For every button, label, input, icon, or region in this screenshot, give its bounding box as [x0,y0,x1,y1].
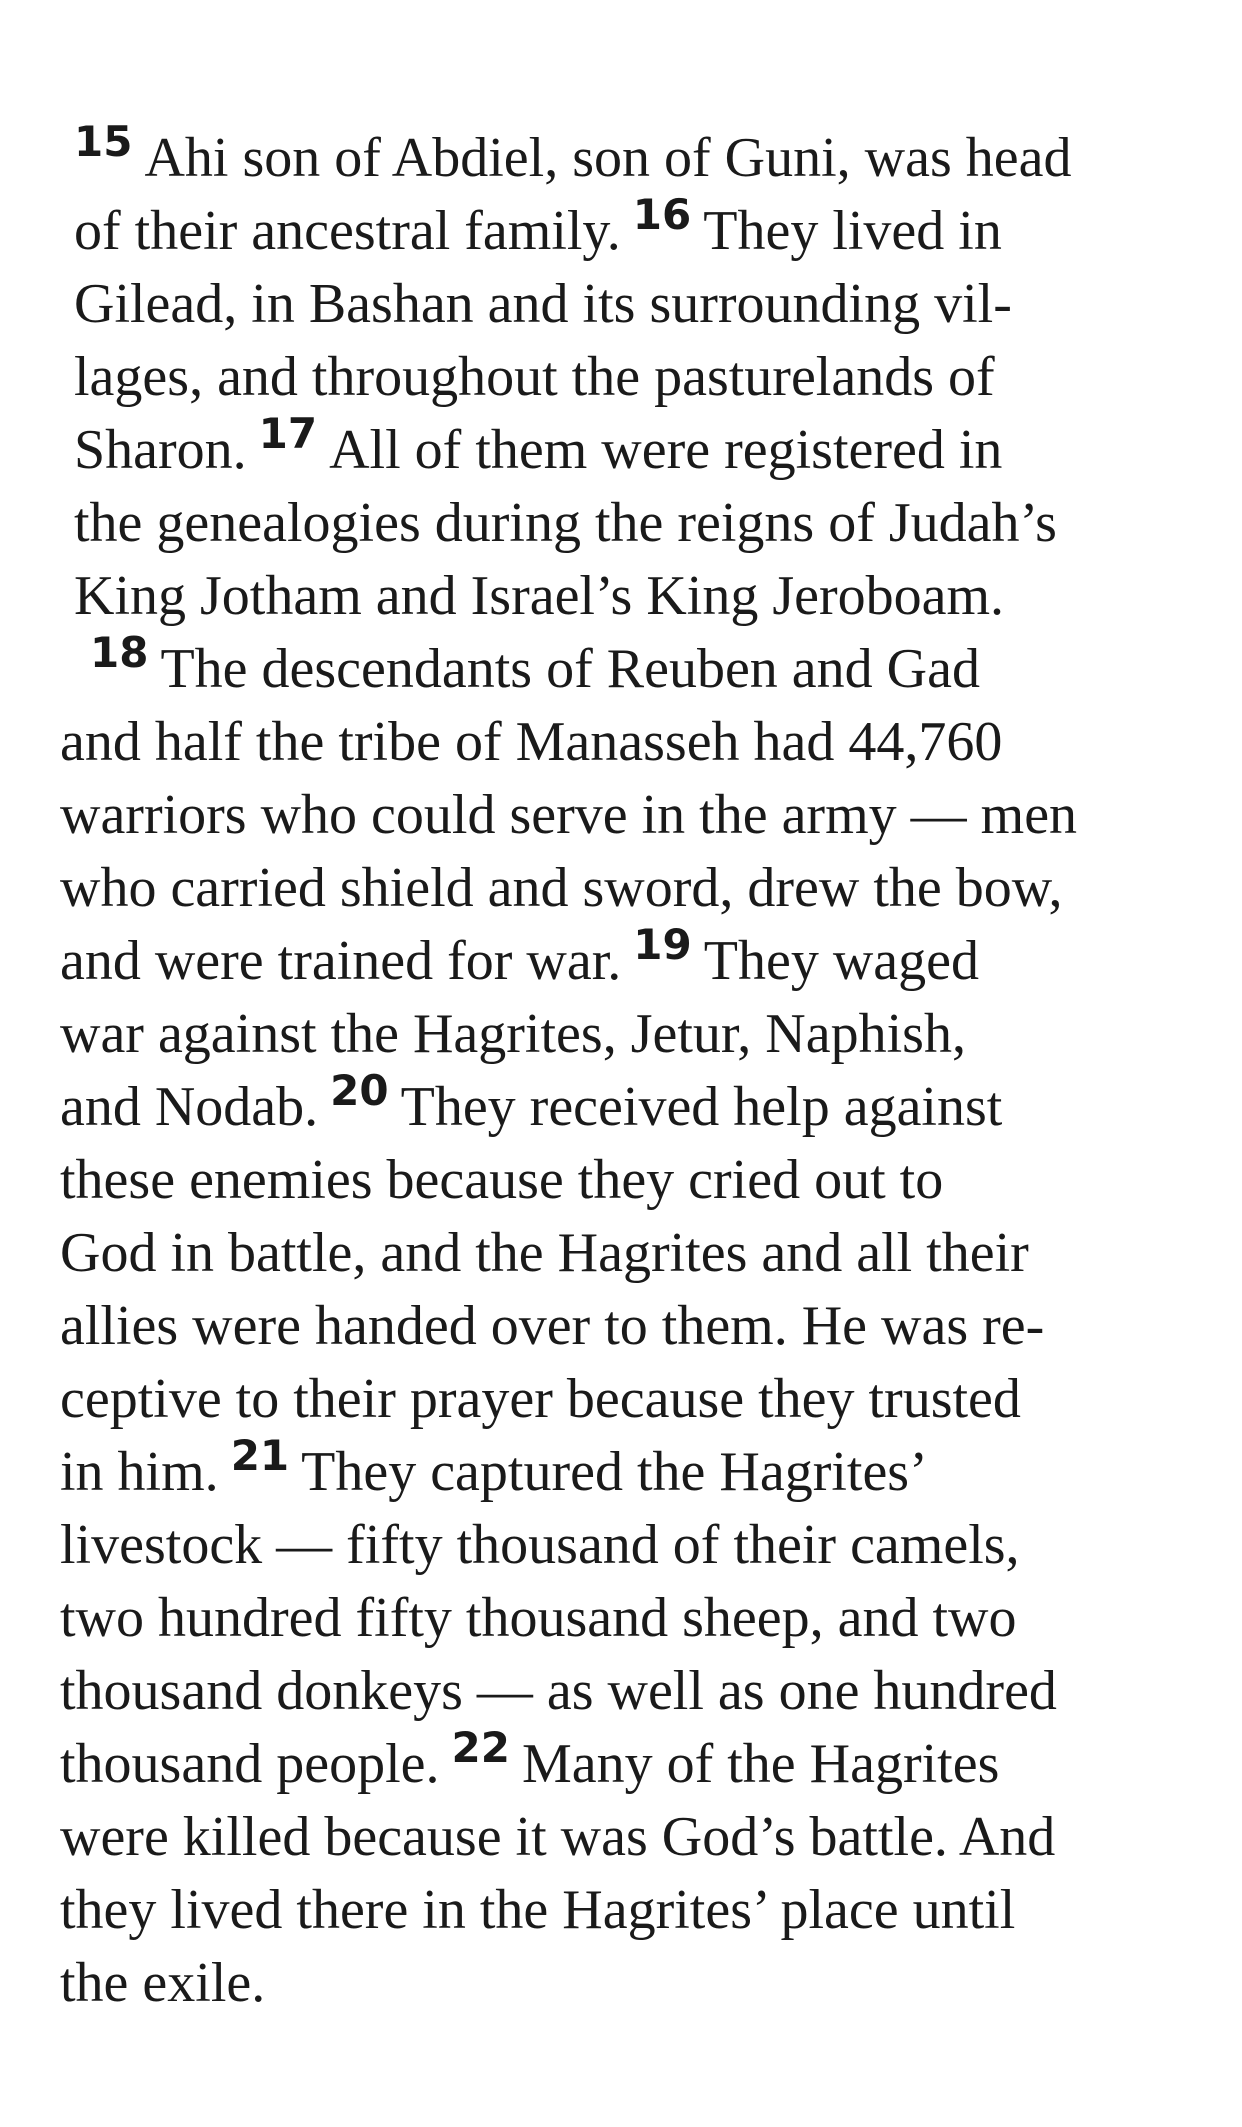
verse-text: allies were handed over to them. He was re- [60,1295,1045,1357]
verse-number: 19 [633,920,692,969]
text-line [60,998,966,1070]
text-line [60,779,1077,851]
verse-text: They waged [703,930,979,992]
text-line [90,628,980,709]
verse-text: in him. [60,1441,219,1503]
text-line [74,341,995,413]
text-line [60,1144,943,1216]
verse-number: 22 [451,1723,510,1772]
text-line [74,190,1002,271]
verse-text: these enemies because they cried out to [60,1149,944,1211]
verse-number: 17 [258,409,318,458]
verse-text: war against the Hagrites, Jetur, Naphish, [60,1003,966,1065]
text-line [60,1290,1044,1362]
verse-number: 15 [74,117,133,166]
verse-text: and Nodab. [60,1076,319,1138]
verse-text: they lived there in the Hagrites’ place until [60,1879,1016,1941]
text-line [60,1874,1015,1946]
verse-text: All of them were registered in [329,419,1003,481]
verse-text: ceptive to their prayer because they trusted [60,1368,1021,1430]
verse-text: and were trained for war. [60,930,622,992]
verse-text: Sharon. [74,419,247,481]
text-line [60,852,1063,924]
verse-text: thousand people. [60,1733,440,1795]
text-line [74,268,1012,340]
verse-text: Many of the Hagrites [521,1733,1000,1795]
text-line [60,1801,1055,1873]
text-line [60,1217,1029,1289]
text-line [60,920,979,1001]
verse-text: Ahi son of Abdiel, son of Guni, was head [144,127,1072,189]
text-line [74,560,1004,632]
verse-text: the genealogies during the reigns of Judah’s [74,492,1057,554]
text-line [60,1066,1003,1147]
verse-text: were killed because it was God’s battle. And [60,1806,1056,1868]
text-line [74,409,1003,490]
text-line [60,1723,1000,1804]
text-line [60,1582,1016,1654]
text-line [74,487,1057,559]
verse-text: Gilead, in Bashan and its surrounding vil- [74,273,1012,335]
verse-text: The descendants of Reuben and Gad [160,638,980,700]
verse-text: the exile. [60,1952,266,2014]
verse-text: God in battle, and the Hagrites and all their [60,1222,1029,1284]
verse-text: lages, and throughout the pasturelands of [74,346,995,408]
text-line [60,1655,1057,1727]
verse-text: They lived in [703,200,1002,262]
verse-text: King Jotham and Israel’s King Jeroboam. [74,565,1005,627]
verse-number: 20 [330,1066,389,1115]
verse-text: livestock — fifty thousand of their camels, [60,1514,1020,1576]
text-line [60,1431,928,1512]
verse-text: warriors who could serve in the army — men [60,784,1078,846]
text-line [60,1363,1021,1435]
verse-text: and half the tribe of Manasseh had 44,760 [60,711,1003,773]
verse-text: They captured the Hagrites’ [301,1441,928,1503]
verse-number: 18 [90,628,149,677]
text-line [60,1509,1020,1581]
text-line [74,117,1072,198]
verse-text: who carried shield and sword, drew the bow, [60,857,1063,919]
verse-number: 16 [632,190,692,239]
verse-text: They received help against [400,1076,1003,1138]
verse-text: thousand donkeys — as well as one hundred [60,1660,1057,1722]
text-line [60,1947,265,2019]
verse-text: two hundred fifty thousand sheep, and two [60,1587,1017,1649]
verse-number: 21 [230,1431,290,1480]
text-line [60,706,1002,778]
verse-text: of their ancestral family. [74,200,621,262]
